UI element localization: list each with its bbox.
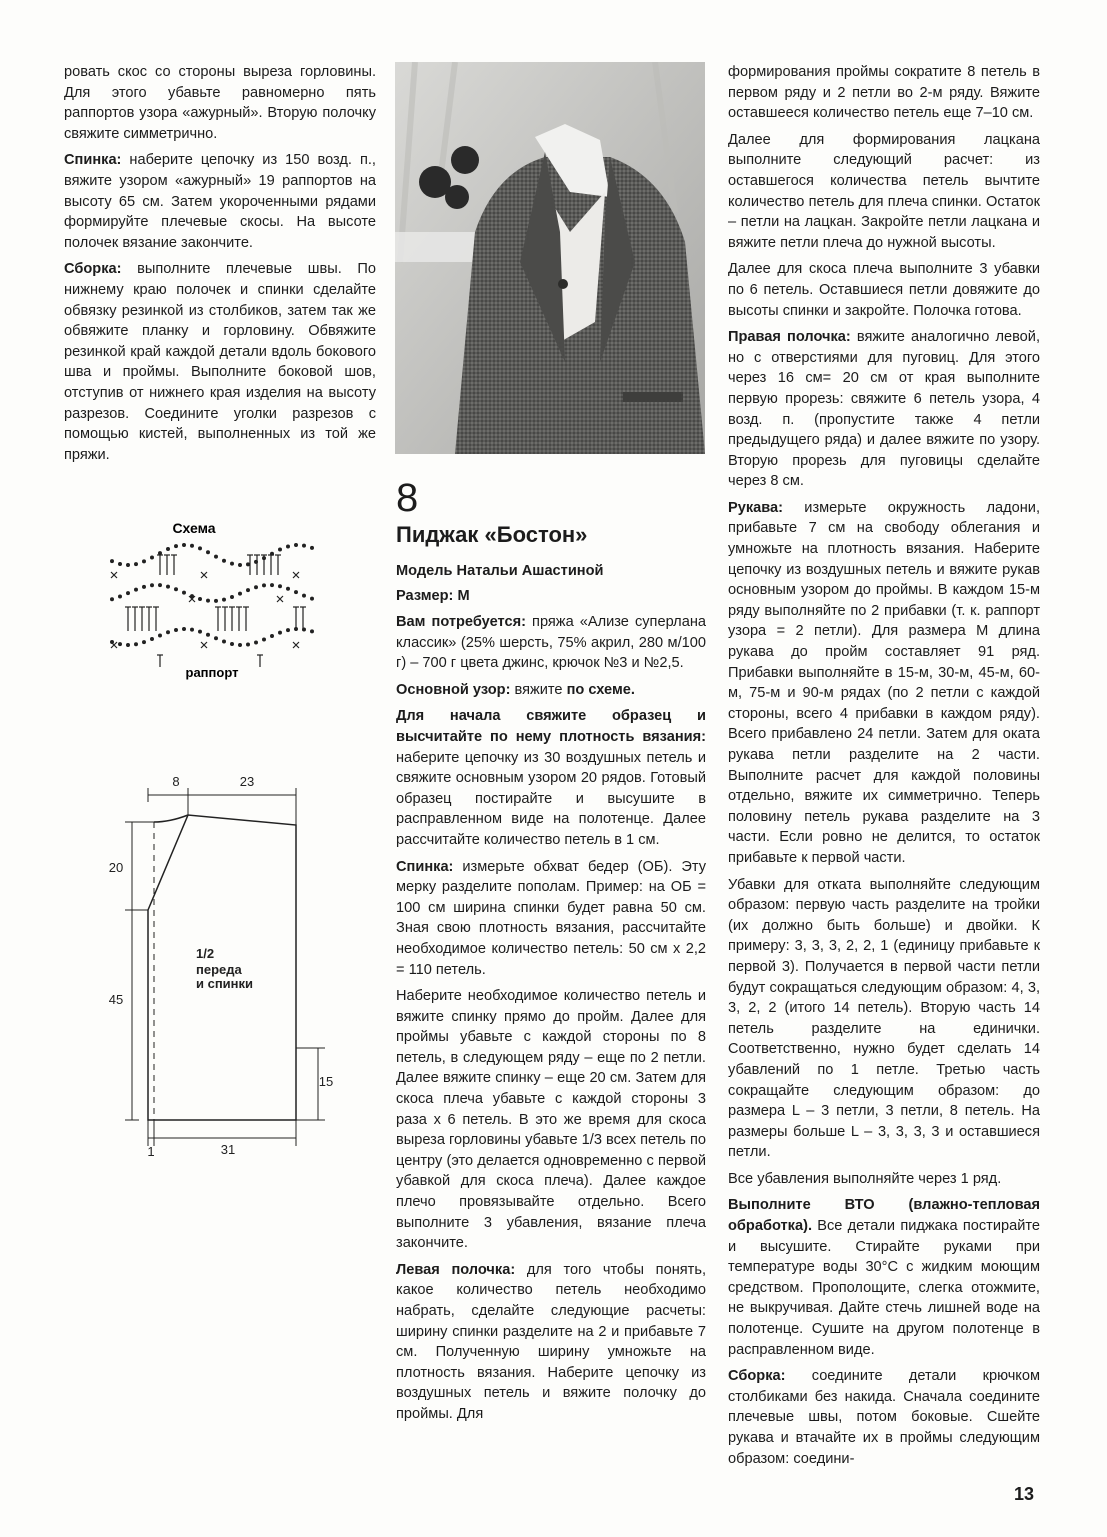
chain-dot (231, 596, 234, 599)
chain-dot (303, 544, 306, 547)
chain-dot (279, 631, 282, 634)
paragraph-decreases: Убавки для отката выполняйте следующим образом: первую часть разделите на тройки (их должно быть больше) и двойки. К примеру: 3, 3, 3, 2, 2, 1 (единицу прибавьте к первой 3). Получается в первой части петли будут сокращаться следующим образом: 4, 3, 3, 2, 2 (итого 14 петель). Вторую часть 14 петель разделите на единички. Соответственно, нужно будет сделать 14 убавлений по 1 петле. Третью часть сокращайте следующим образом: до размера L – 3 петли, 3 петли, 8 петель. На размеры больше L – 3, 3, 3, 3 и оставшиеся петли. (728, 876, 1040, 1161)
paragraph-back-calc: Спинка: измерьте обхват бедер (ОБ). Эту мерку разделите пополам. Пример: на ОБ = 100 см ширина спинки будет равна 50 см. Зная свою плотность вязания, рассчитайте необходимое количество петель: 50 см х 2,2 = 110 петель. (396, 858, 706, 978)
sc-mark (111, 642, 117, 648)
chain-dot (135, 643, 138, 646)
dim-right: 15 (318, 1074, 334, 1089)
paragraph-materials: Вам потребуется: пряжа «Ализе суперлана классик» (25% шерсть, 75% акрил, 280 м/100 г) – 700 г цвета джинс, крючок №3 и №2,5. (396, 614, 706, 672)
chain-dot (183, 628, 186, 631)
chain-dot (167, 585, 170, 588)
sc-mark (111, 572, 117, 578)
chain-dot (167, 631, 170, 634)
column-middle (396, 612, 706, 1431)
chain-dot (143, 641, 146, 644)
chain-dot (127, 592, 130, 595)
jacket-photo-illustration (395, 62, 705, 454)
chain-dot (215, 637, 218, 640)
sc-mark (201, 642, 207, 648)
paragraph-every-row: Все убавления выполняйте через 1 ряд. (728, 1170, 1002, 1187)
chain-dot (223, 559, 226, 562)
page-number: 13 (1014, 1484, 1035, 1504)
chain-dot (287, 629, 290, 632)
chain-dot (287, 587, 290, 590)
paragraph-right-front: Правая полочка: вяжите аналогично левой, но с отверстиями для пуговиц. Для этого через 16 см= 20 см от края выполните первую прорезь: свяжите 6 петель узора, 4 возд. п. (пропустите также 4 петли предыдущего ряда) и далее вяжите по узору. Вторую прорезь для пуговицы сделайте через 8 см. (728, 329, 1041, 490)
sc-mark (293, 572, 299, 578)
paragraph-gauge: Для начала свяжите образец и высчитайте по нему плотность вязания: наберите цепочку из 30 воздушных петель и свяжите основным узором 20 рядов. Готовый образец постирайте и высушите в расправленном виде на полотенце. Далее рассчитайте количество петель в 1 см. (396, 708, 706, 848)
paragraph-intro: ровать скос со стороны выреза горловины. Для этого убавьте равномерно пять раппортов узора «ажурный». Вторую полочку свяжите симметрично. (64, 64, 376, 142)
diagram-label-2: переда (196, 962, 242, 977)
dim-bottom-left: 1 (147, 1144, 155, 1159)
article-model: Модель Натальи Ашастиной (396, 563, 604, 579)
chain-dot (135, 563, 138, 566)
chain-dot (191, 595, 194, 598)
chain-dot (151, 584, 154, 587)
chain-dot (119, 595, 122, 598)
chain-dot (303, 594, 306, 597)
paragraph-lapel: Далее для формирования лацкана выполните следующий расчет: из оставшегося количества петель вычтите количество петель для плеча спинки. Остаток – петли на лацкан. Закройте петли лацкана и вяжите петли плеча до нужной высоты. (728, 131, 1040, 251)
dim-left-upper: 20 (108, 860, 124, 875)
chain-dot (207, 551, 210, 554)
article-number: 8 (396, 476, 419, 520)
chain-dot (111, 560, 114, 563)
chain-dot (167, 548, 170, 551)
chain-dot (199, 630, 202, 633)
chain-dot (263, 638, 266, 641)
article-title: Пиджак «Бостон» (396, 522, 588, 547)
chain-dot (295, 591, 298, 594)
chain-dot (263, 584, 266, 587)
chain-dot (231, 562, 234, 565)
chain-dot (199, 598, 202, 601)
chain-dot (279, 585, 282, 588)
diagram-label-3: и спинки (196, 976, 254, 991)
sc-mark (293, 642, 299, 648)
chain-dot (143, 560, 146, 563)
chain-dot (215, 599, 218, 602)
chain-dot (271, 584, 274, 587)
chain-dot (279, 548, 282, 551)
paragraph-finishing: Выполните ВТО (влажно-тепловая обработка). Все детали пиджака постирайте и высушите. Стирайте руками при температуре воды 30°С с жидким моющим средством. Прополощите, слегка отожмите, не выкручивая. Дайте стечь лишней воде на полотенце. Сушите на другом полотенце в расправленном виде. (728, 1197, 1040, 1358)
paragraph-left-front: Левая полочка: для того чтобы понять, какое количество петель необходимо набрать, сделайте следующие расчеты: ширину спинки разделите на 2 и прибавьте 7 см. Полученную ширину умножьте на плотность вязания. Наберите цепочку из воздушных петель и вяжите полочку до проймы. Для (396, 1261, 706, 1422)
chain-dot (207, 599, 210, 602)
dim-bottom: 31 (220, 1142, 236, 1157)
paragraph-sleeves: Рукава: измерьте окружность ладони, прибавьте 7 см на свободу облегания и умножьте на плотность вязания. Наберите цепочку из воздушных петель и вяжите рукав основным узором до проймы. В каждом 15-м ряду выполняйте по 2 прибавки (т. к. раппорт узора = 2 петли). Для размера М длина рукава до пройм составляет 91 ряд. Прибавки выполняйте в 15-м, 30-м, 45-м, 60-м, 75-м и 90-м рядах (по 2 петли с каждой стороны, всего 4 прибавки в каждом ряду). Всего прибавлено 24 петли. Затем для оката рукава петли разделите на 2 части. Выполните расчет для каждой половины отдельно, вяжите их симметрично. Теперь половину петель рукава разделите на 3 части. Если ровно не делится, то остаток прибавьте к первой части. (728, 499, 1040, 866)
crochet-scheme (100, 515, 340, 685)
chain-dot (247, 643, 250, 646)
chain-dot (119, 643, 122, 646)
chain-dot (263, 557, 266, 560)
chain-dot (239, 592, 242, 595)
chain-dot (191, 544, 194, 547)
sc-mark (277, 596, 283, 602)
paragraph-assembly-jacket: Сборка: соедините детали крючком столбиками без накида. Сначала соедините плечевые швы, потом боковые. Сшейте рукава и втачайте их в проймы следующим образом: соедини- (728, 1368, 1040, 1467)
paragraph-assembly: Сборка: выполните плечевые швы. По нижнему краю полочек и спинки сделайте обвязку резинкой из столбиков, затем так же обвяжите планку и горловину. Обвяжите резинкой край каждой детали вдоль бокового шва и проймы. Выполните боковой шов, отступив от нижнего края изделия на высоту разрезов. Соедините уголки разрезов с помощью кистей, выполненных из той же пряжи. (64, 261, 376, 463)
chain-dot (231, 643, 234, 646)
chain-dot (247, 563, 250, 566)
chain-dot (191, 628, 194, 631)
scheme-title: Схема (172, 520, 216, 536)
chain-dot (151, 638, 154, 641)
sc-mark (201, 572, 207, 578)
chain-dot (175, 588, 178, 591)
jacket-photo (395, 62, 705, 454)
chain-dot (239, 564, 242, 567)
paragraph-back: Спинка: наберите цепочку из 150 возд. п., вяжите узором «ажурный» 19 раппортов на высоту 65 см. Затем укороченными рядами формируйте плечевые скосы. На высоте полочек вязание закончите. (64, 152, 376, 251)
chain-dot (295, 544, 298, 547)
chain-dot (271, 552, 274, 555)
chain-dot (295, 628, 298, 631)
chain-dot (151, 556, 154, 559)
chain-dot (215, 555, 218, 558)
chain-dot (175, 545, 178, 548)
article-size: Размер: М (396, 588, 470, 604)
paragraph-shoulder: Далее для скоса плеча выполните 3 убавки по 6 петель. Оставшиеся петли довяжите до высоты спинки и закройте. Полочка готова. (728, 261, 1040, 319)
chain-dot (207, 633, 210, 636)
chain-dot (255, 560, 258, 563)
dim-top-left: 8 (172, 774, 180, 789)
chain-dot (255, 586, 258, 589)
scheme-repeat-label: раппорт (185, 665, 239, 680)
chain-dot (223, 598, 226, 601)
chain-dot (287, 545, 290, 548)
chain-dot (239, 644, 242, 647)
column-right (728, 62, 1040, 1475)
chain-dot (183, 591, 186, 594)
chain-dot (175, 629, 178, 632)
chain-dot (119, 563, 122, 566)
chain-dot (311, 597, 314, 600)
chain-dot (303, 628, 306, 631)
chain-dot (223, 640, 226, 643)
chain-dot (199, 547, 202, 550)
dim-left-lower: 45 (108, 992, 124, 1007)
chain-dot (127, 644, 130, 647)
diagram-label-1: 1/2 (196, 946, 215, 961)
chain-dot (247, 589, 250, 592)
paragraph-armhole: формирования проймы сократите 8 петель в первом ряду и 2 петли во 2-м ряду. Вяжите оставшееся количество петель еще 7–10 см. (728, 64, 1040, 122)
paragraph-main-pattern: Основной узор: вяжите по схеме. (396, 681, 635, 698)
dim-top-right: 23 (239, 774, 255, 789)
chain-dot (311, 630, 314, 633)
chain-dot (255, 641, 258, 644)
chain-dot (159, 584, 162, 587)
column-left (64, 62, 376, 471)
chain-dot (271, 635, 274, 638)
garment-diagram (100, 770, 340, 1160)
chain-dot (159, 552, 162, 555)
chain-dot (111, 598, 114, 601)
chain-dot (143, 585, 146, 588)
chain-dot (127, 564, 130, 567)
paragraph-back-knit: Наберите необходимое количество петель и вяжите спинку прямо до пройм. Далее для проймы убавьте с каждой стороны по 8 петель, в следующем ряду – еще по 2 петли. Далее вяжите спинку – еще 20 см. Затем для скоса плеча убавьте с каждой стороны 3 раза х 6 петель. В это же время для скоса выреза горловины убавьте 1/3 всех петель по центру (это делается одновременно с первой убавкой для скоса плеча). Далее каждое плечо провязывайте отдельно. Всего выполните 3 убавления, вязание плеча закончите. (396, 988, 706, 1252)
chain-dot (135, 588, 138, 591)
chain-dot (159, 634, 162, 637)
chain-dot (311, 547, 314, 550)
chain-dot (183, 544, 186, 547)
